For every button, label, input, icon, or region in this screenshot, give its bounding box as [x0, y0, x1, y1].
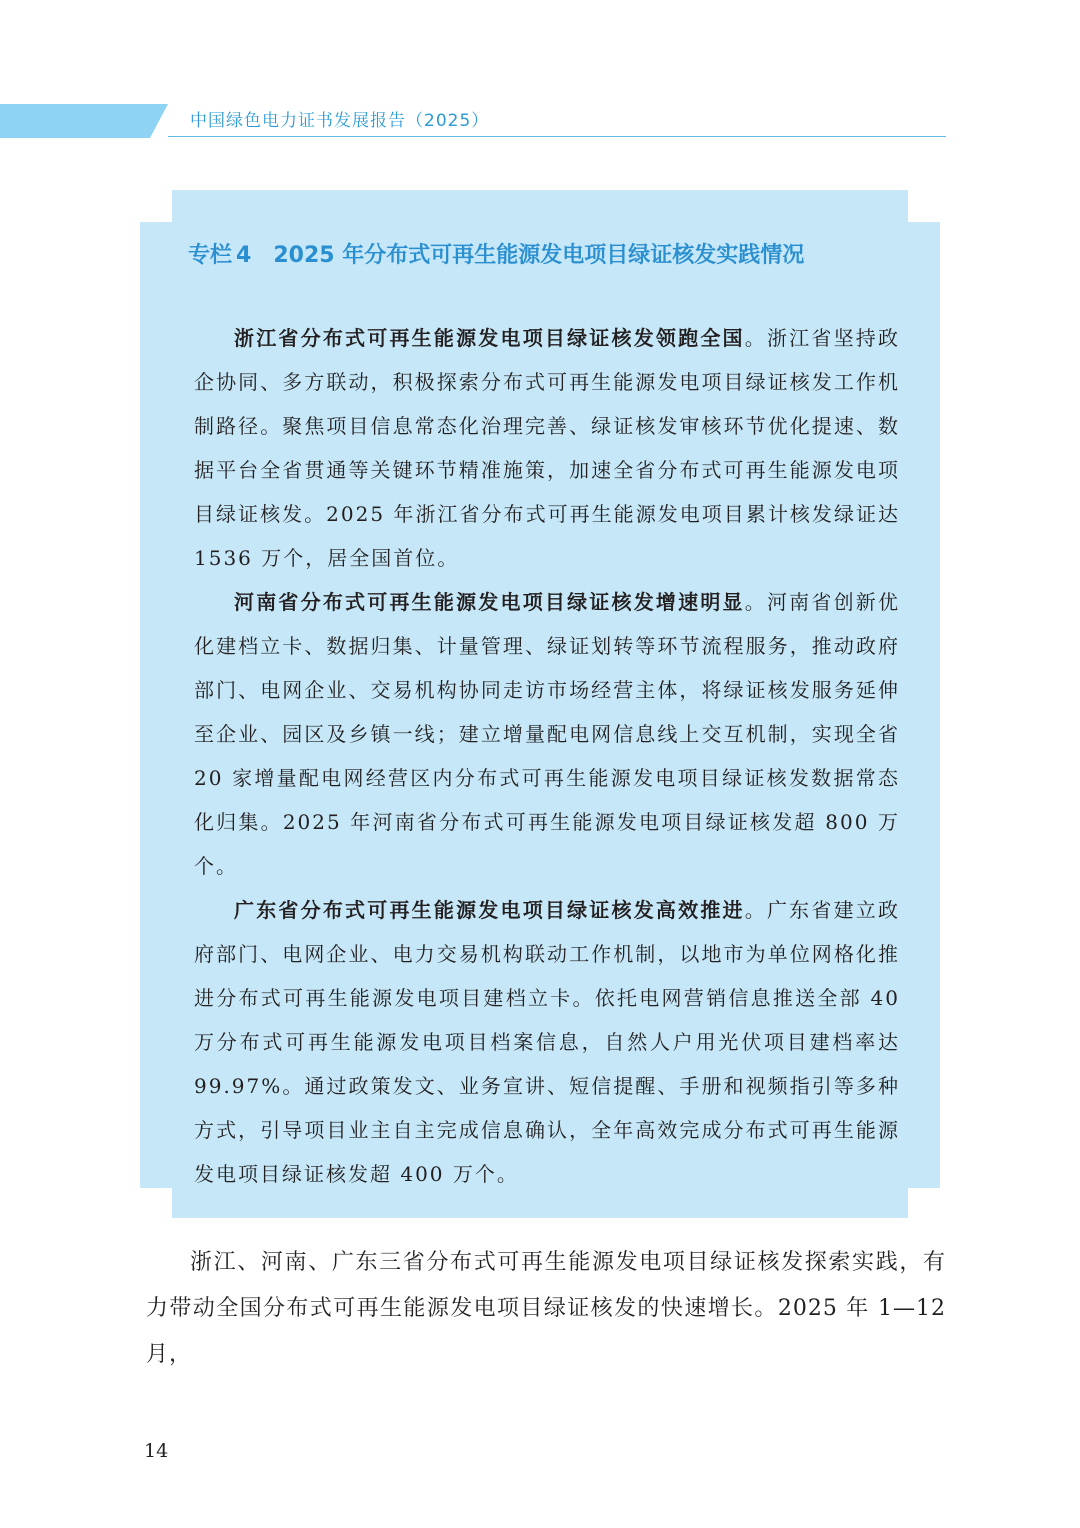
- header-rule: [168, 136, 946, 137]
- box-title: [188, 236, 804, 276]
- paragraph-text: 。广东省建立政府部门、电网企业、电力交易机构联动工作机制，以地市为单位网格化推进分布式可再生能源发电项目建档立卡。依托电网营销信息推送全部 40 万分布式可再生能源发电项目档案信息，自然人户用光伏项目建档率达 99.97%。通过政策发文、业务宣讲、短信提醒、手册和视频指引等多种方式，引导项目业主自主完成信息确认，全年高效完成分布式可再生能源发电项目绿证核发超 400 万个。: [194, 898, 901, 1186]
- paragraph-lead: 浙江省分布式可再生能源发电项目绿证核发领跑全国: [234, 326, 745, 350]
- body-paragraph: 浙江、河南、广东三省分布式可再生能源发电项目绿证核发探索实践，有力带动全国分布式可再生能源发电项目绿证核发的快速增长。2025 年 1—12 月，: [146, 1250, 946, 1367]
- box-number: 4: [236, 243, 252, 268]
- header-tab-decoration: [0, 104, 168, 138]
- paragraph-lead: 河南省分布式可再生能源发电项目绿证核发增速明显: [234, 590, 745, 614]
- box-heading: 2025 年分布式可再生能源发电项目绿证核发实践情况: [273, 243, 805, 268]
- header-title: 中国绿色电力证书发展报告（2025）: [190, 111, 490, 131]
- paragraph-text: 。浙江省坚持政企协同、多方联动，积极探索分布式可再生能源发电项目绿证核发工作机制路径。聚焦项目信息常态化治理完善、绿证核发审核环节优化提速、数据平台全省贯通等关键环节精准施策，加速全省分布式可再生能源发电项目绿证核发。2025 年浙江省分布式可再生能源发电项目累计核发绿证达 1536 万个，居全国首位。: [194, 326, 901, 570]
- paragraph-lead: 广东省分布式可再生能源发电项目绿证核发高效推进: [234, 898, 745, 922]
- paragraph-henan: [194, 580, 900, 888]
- paragraph-guangdong: [194, 888, 900, 1196]
- page-number: 14: [144, 1440, 169, 1462]
- box-label: 专栏: [188, 243, 233, 268]
- paragraph-zhejiang: [194, 316, 900, 580]
- paragraph-text: 。河南省创新优化建档立卡、数据归集、计量管理、绿证划转等环节流程服务，推动政府部门、电网企业、交易机构协同走访市场经营主体，将绿证核发服务延伸至企业、园区及乡镇一线；建立增量配电网信息线上交互机制，实现全省 20 家增量配电网经营区内分布式可再生能源发电项目绿证核发数据常态化归集。2025 年河南省分布式可再生能源发电项目绿证核发超 800 万个。: [194, 590, 901, 878]
